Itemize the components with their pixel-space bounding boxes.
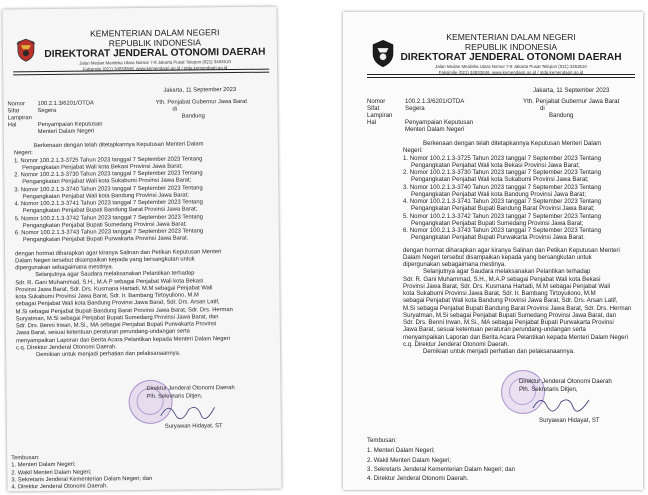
paragraph-line: Jawa Barat, sesuai ketentuan peraturan perundang-undangan serta [403, 326, 586, 334]
letter-date: Jakarta, 11 September 2023 [533, 87, 610, 94]
list-item: Pengangkatan Penjabat Bupati Purwakarta Provinsi Jawa Barat. [22, 235, 189, 244]
letter-page-right [343, 12, 643, 490]
list-item: Pengangkatan Penjabat Wali kota Sukabumi Provinsi Jawa Barat; [22, 177, 192, 186]
paragraph-line: Dalam Negeri tersebut disampaikan kepada yang bersangkutan untuk [403, 253, 592, 261]
letterhead-contact: Faksimile (021) 34833646, www.kemendagri.go.id / otda.kemendagri.go.id [438, 70, 584, 75]
paragraph-line: c.q. Direktur Jenderal Otonomi Daerah. [403, 340, 510, 348]
signatory-name: Suryawan Hidayat, ST [164, 423, 223, 430]
list-item: 3. Nomor 100.2.1.3-3740 Tahun 2023 tanggal 7 September 2023 Tentang [14, 184, 203, 193]
intro-line-1: Berkenaan dengan telah ditetapkannya Keputusan Menteri Dalam [423, 140, 602, 147]
list-item: Pengangkatan Penjabat Wali kota Bekasi Provinsi Jawa Barat; [411, 161, 580, 169]
paragraph-line: Dalam Negeri tersebut disampaikan kepada yang bersangkutan untuk [15, 256, 195, 265]
signature-scribble-icon [529, 392, 593, 414]
list-item: Pengangkatan Penjabat Bupati Sumedang Provinsi Jawa Barat; [411, 219, 584, 227]
nomor-value: 100.2.1.3/6201/OTDA [405, 98, 465, 105]
decree-list [403, 155, 641, 242]
addressee-city: Bandung [181, 113, 205, 120]
list-item: 4. Nomor 100.2.1.3-3741 Tahun 2023 tanggal 7 September 2023 Tentang [14, 199, 203, 208]
letterhead-directorate: DIREKTORAT JENDERAL OTONOMI DAERAH [400, 52, 622, 63]
list-item: Pengangkatan Penjabat Wali kota Sukabumi Provinsi Jawa Barat; [411, 176, 589, 184]
nomor-label: Nomor [7, 101, 25, 108]
paragraph-line: Suryatman, M.Si sebagai Penjabat Bupati Sumedang Provinsi Jawa Barat, dan [403, 311, 617, 319]
paragraph-line: dipergunakan sebagaimana mestinya. [403, 261, 506, 268]
list-item: 2. Wakil Menteri Dalam Negeri; [367, 456, 452, 464]
sifat-label: Sifat [367, 105, 380, 112]
list-item: 1. Menteri Dalam Negeri; [11, 461, 76, 469]
letter-page-left [2, 7, 281, 492]
signature-title-2: Plh. Sekretaris Ditjen, [146, 393, 203, 400]
list-item: Pengangkatan Penjabat Wali kota Bekasi Provinsi Jawa Barat; [22, 163, 183, 172]
body-text [403, 140, 641, 355]
paragraph-line: kota Sukabumi Provinsi Jawa Barat, Sdr. Ir. Bambang Tirtoyuliono, M.M [15, 292, 199, 301]
closing-line: Demikian untuk menjadi perhatian dan pelaksanaannya. [36, 350, 181, 359]
paragraph-line: Provinsi Jawa Barat, Sdr. Drs. Kusmana Hartadi, M.M sebagai Penjabat Wali [403, 282, 611, 290]
letter-date: Jakarta, 11 September 2023 [163, 87, 237, 94]
letterhead-rule [367, 74, 635, 75]
tembusan-label: Tembusan: [11, 455, 40, 462]
letterhead-directorate: DIREKTORAT JENDERAL OTONOMI DAERAH [44, 46, 266, 61]
list-item: 6. Nomor 100.2.1.3-3743 Tahun 2023 tanggal 7 September 2023 Tentang [14, 228, 204, 237]
signatory-name: Suryawan Hidayat, ST [539, 417, 600, 424]
letterhead [39, 27, 271, 73]
list-item: Pengangkatan Penjabat Bupati Purwakarta Provinsi Jawa Barat. [411, 234, 585, 242]
list-item: 3. Sekretaris Jenderal Kementerian Dalam Negeri; dan [367, 465, 516, 473]
hal-label: Hal [367, 119, 377, 126]
garuda-emblem-icon [15, 36, 37, 63]
paragraph-line: Jawa Barat, sesuai ketentuan peraturan perundang-undangan serta [15, 328, 190, 337]
closing-line: Demikian untuk menjadi perhatian dan pelaksanaannya. [423, 348, 575, 355]
list-item: 5. Nomor 100.2.1.3-3742 Tahun 2023 tanggal 7 September 2023 Tentang [403, 212, 601, 220]
addressee-di: di [540, 105, 545, 112]
hal-value-2: Menteri Dalam Negeri [405, 126, 465, 133]
addressee-di: di [172, 106, 178, 113]
body-text [14, 141, 276, 360]
lampiran-label: Lampiran [7, 115, 32, 122]
paragraph-line: sebagai Penjabat Wali kota Bandung Provinsi Jawa Barat, Sdr. Drs. Arsan Latif, [403, 297, 618, 305]
signature-scribble-icon [157, 399, 217, 422]
letterhead-address: Jalan Medan Merdeka Utara Nomor 7-8 Jakarta Pusat Telepon (021) 3453510 [435, 64, 587, 69]
list-item: 2. Nomor 100.2.1.3-3730 Tahun 2023 tanggal 7 September 2023 Tentang [403, 169, 601, 176]
list-item: 3. Sekretaris Jenderal Kementerian Dalam Negeri; dan [11, 475, 153, 484]
intro-line-1: Berkenaan dengan telah ditetapkannya Keputusan Menteri Dalam [33, 141, 204, 150]
addressee-yth: Yth. Penjabat Gubernur Jawa Barat [155, 98, 248, 106]
list-item: 2. Wakil Menteri Dalam Negeri; [11, 469, 92, 476]
paragraph-line: menyampaikan Laporan dan Berita Acara Pelantikan kepada Menteri Dalam Negeri [15, 335, 230, 344]
letterhead-address: Jalan Medan Merdeka Utara Nomor 7-8 Jakarta Pusat Telepon (021) 3453510 [79, 59, 231, 66]
paragraph-line: sebagai Penjabat Wali kota Bandung Provinsi Jawa Barat, Sdr. Drs. Arsan Latif, [15, 299, 220, 308]
paragraph-line: dengan hormat diharapkan agar kiranya Salinan dan Petikan Keputusan Menteri [403, 246, 620, 254]
list-item: Pengangkatan Penjabat Wali kota Bandung Provinsi Jawa Barat; [411, 190, 586, 198]
paragraph-line: Provinsi Jawa Barat, Sdr. Drs. Kusmana Hartadi, M.M sebagai Penjabat Wali [15, 285, 213, 294]
sifat-value: Segera [405, 105, 425, 112]
nomor-value: 100.2.1.3/6201/OTDA [37, 100, 94, 108]
tembusan-block [11, 454, 152, 492]
paragraph-line: kota Sukabumi Provinsi Jawa Barat, Sdr. Ir. Bambang Tirtoyuliono, M.M [403, 290, 596, 297]
paragraph-line: M.Si sebagai Penjabat Bupati Bandung Barat Provinsi Jawa Barat, Sdr. Drs. Herman [15, 306, 233, 315]
paragraph-line: M.Si sebagai Penjabat Bupati Bandung Barat Provinsi Jawa Barat, Sdr. Drs. Herman [403, 304, 632, 312]
sifat-label: Sifat [7, 108, 20, 115]
list-item: 1. Menteri Dalam Negeri; [367, 447, 435, 455]
hal-value-2: Menteri Dalam Negeri [37, 128, 95, 136]
letterhead-country: REPUBLIK INDONESIA [108, 37, 201, 49]
lampiran-label: Lampiran [367, 112, 393, 119]
hal-value-1: Penyampaian Keputusan [405, 119, 474, 126]
tembusan-block [367, 437, 515, 482]
letterhead-ministry: KEMENTERIAN DALAM NEGERI [89, 27, 220, 39]
decree-list [14, 155, 275, 245]
intro-line-2: Negeri: [403, 147, 423, 155]
letterhead-ministry: KEMENTERIAN DALAM NEGERI [446, 32, 576, 42]
intro-line-2: Negeri: [13, 150, 33, 157]
sifat-value: Segera [37, 107, 57, 115]
list-item: 1. Nomor 100.2.1.3-3725 Tahun 2023 tanggal 7 September 2023 Tentang [403, 154, 601, 162]
hal-label: Hal [7, 122, 17, 129]
paragraph-line: dengan hormat diharapkan agar kiranya Salinan dan Petikan Keputusan Menteri [15, 248, 222, 257]
paragraph-line: Selanjutnya agar Saudara melaksanakan Pelantikan terhadap [35, 270, 195, 279]
paragraph-line: dipergunakan sebagaimana mestinya. [15, 264, 114, 272]
letterhead [383, 32, 639, 76]
paragraph-line: Suryatman, M.Si sebagai Penjabat Bupati Sumedang Provinsi Jawa Barat, dan [15, 313, 219, 323]
paragraph-line: Selanjutnya agar Saudara melaksanakan Pelantikan terhadap [423, 268, 591, 276]
list-item: 1. Nomor 100.2.1.3-3725 Tahun 2023 tanggal 7 September 2023 Tentang [14, 155, 203, 164]
list-item: Pengangkatan Penjabat Bupati Sumedang Provinsi Jawa Barat; [22, 221, 187, 229]
addressee-city: Bandung [549, 112, 574, 119]
paragraph-line: Sdr. Drs. Benni Irwan, M.Si., MA sebagai Penjabat Bupati Purwakarta Provinsi [403, 319, 614, 326]
paragraph-line: menyampaikan Laporan dan Berita Acara Pelantikan kepada Menteri Dalam Negeri [403, 333, 628, 341]
letterhead-contact: Faksimile (021) 34833646, www.kemendagri.go.id / otda.kemendagri.go.id [82, 65, 228, 72]
list-item: Pengangkatan Penjabat Bupati Bandung Barat Provinsi Jawa Barat; [22, 206, 198, 215]
letterhead-rule-thin [367, 77, 635, 78]
paragraph-line: c.q. Direktur Jenderal Otonomi Daerah. [15, 344, 117, 352]
hal-value-1: Penyampaian Keputusan [37, 121, 103, 129]
list-item: 4. Nomor 100.2.1.3-3741 Tahun 2023 tanggal 7 September 2023 Tentang [403, 198, 601, 205]
paragraph-line: Sdr. R. Gani Muhammad, S.H., M.A.P sebagai Penjabat Wali kota Bekasi [15, 277, 204, 286]
list-item: 6. Nomor 100.2.1.3-3743 Tahun 2023 tanggal 7 September 2023 Tentang [403, 227, 601, 234]
list-item: 2. Nomor 100.2.1.3-3730 Tahun 2023 tanggal 7 September 2023 Tentang [14, 170, 203, 179]
list-item: 3. Nomor 100.2.1.3-3740 Tahun 2023 tanggal 7 September 2023 Tentang [403, 183, 601, 191]
paragraph-line: Sdr. Drs. Benni Irwan, M.Si., MA sebagai Penjabat Bupati Purwakarta Provinsi [15, 321, 217, 330]
list-item: Pengangkatan Penjabat Wali kota Bandung Provinsi Jawa Barat; [22, 192, 189, 200]
list-item: Pengangkatan Penjabat Bupati Bandung Barat Provinsi Jawa Barat; [411, 205, 595, 213]
addressee-yth: Yth. Penjabat Gubernur Jawa Barat [523, 98, 620, 105]
signature-title-2: Plh. Sekretaris Ditjen, [519, 386, 578, 393]
list-item: 4. Direktur Jenderal Otonomi Daerah. [11, 483, 108, 491]
tembusan-label: Tembusan: [367, 437, 397, 444]
paragraph-line: Sdr. R. Gani Muhammad, S.H., M.A.P sebagai Penjabat Wali kota Bekasi [403, 275, 601, 283]
list-item: 4. Direktur Jenderal Otonomi Daerah. [367, 475, 469, 482]
letterhead-country: REPUBLIK INDONESIA [464, 42, 558, 52]
nomor-label: Nomor [367, 98, 386, 105]
list-item: 5. Nomor 100.2.1.3-3742 Tahun 2023 tanggal 7 September 2023 Tentang [14, 213, 204, 222]
signature-title-1: Direktur Jenderal Otonomi Daerah [146, 385, 235, 392]
signature-title-1: Direktur Jenderal Otonomi Daerah [519, 378, 612, 385]
